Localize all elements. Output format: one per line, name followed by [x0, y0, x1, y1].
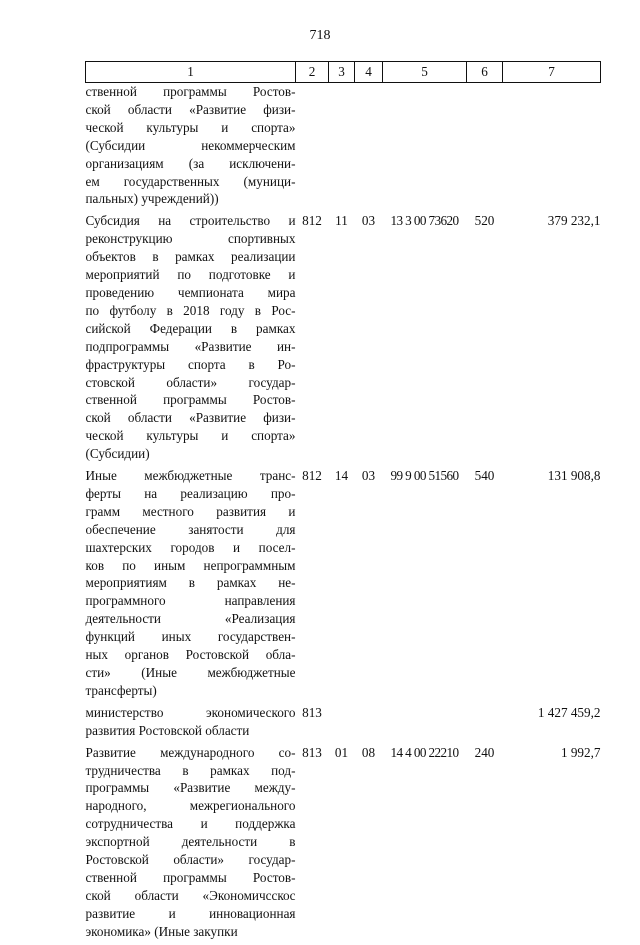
table-body	[86, 83, 601, 945]
column-header: 4	[355, 62, 383, 83]
page-number: 718	[309, 28, 331, 43]
row-name-line: реконструкцию спортивных	[85, 231, 296, 247]
row-vr-cell: 240	[474, 744, 495, 760]
row-ved-cell: 813	[302, 744, 322, 760]
row-name-line: ственной программы Ростов-	[85, 392, 296, 408]
row-vr-cell: 540	[474, 468, 495, 484]
row-name-line: экономика» (Иные закупки	[85, 923, 238, 939]
row-csr-cell: 14 4 00 22210	[390, 744, 459, 760]
row-rz-cell: 01	[334, 744, 349, 760]
row-name-line: мероприятиям в рамках не-	[85, 575, 296, 591]
row-vr-cell	[467, 83, 503, 213]
row-rz-cell	[329, 83, 355, 213]
row-name-cell	[86, 83, 296, 213]
row-name-line: функций иных государствен-	[85, 629, 296, 645]
row-name-line: сийской Федерации в рамках	[85, 320, 296, 336]
row-name-line: мероприятий по подготовке и	[85, 267, 296, 283]
table-row	[86, 212, 601, 467]
row-rz-cell	[329, 704, 355, 744]
row-name-line: организациям (за исключени-	[85, 155, 296, 171]
row-rz-cell: 14	[334, 468, 349, 484]
row-name-line: обеспечение занятости для	[85, 521, 296, 537]
table-header-row	[86, 62, 601, 83]
row-name-line: стовской области» государ-	[85, 374, 296, 390]
row-name-line: ской области «Развитие физи-	[85, 101, 296, 117]
table-row	[86, 744, 601, 945]
row-name-line: (Субсидии)	[85, 446, 150, 462]
row-name-line: ческой культуры и спорта»	[85, 428, 296, 444]
row-ved-cell	[296, 83, 329, 213]
row-name-line: ской области «Экономичсскоc	[85, 887, 296, 903]
row-name-line: ственной программы Ростов-	[85, 869, 296, 885]
row-pr-cell	[355, 83, 383, 213]
row-name-line: объектов в рамках реализации	[85, 249, 296, 265]
table-row	[86, 83, 601, 213]
row-sum-cell: 379 232,1	[547, 213, 601, 229]
row-sum-cell: 1 992,7	[560, 744, 601, 760]
column-header: 7	[503, 62, 601, 83]
row-name-cell	[86, 704, 296, 744]
row-sum-cell: 131 908,8	[547, 468, 601, 484]
row-rz-cell: 11	[335, 213, 348, 229]
row-ved-cell: 812	[302, 468, 322, 484]
row-pr-cell: 03	[361, 213, 376, 229]
row-name-line: сти» (Иные межбюджетные	[85, 665, 296, 680]
row-name-line: грамм местного развития и	[85, 503, 296, 519]
row-name-line: ных органов Ростовской обла-	[85, 647, 296, 663]
row-sum-cell: 1 427 459,2	[537, 704, 601, 720]
row-csr-cell	[383, 83, 467, 213]
row-name-line: по футболу в 2018 году в Рос-	[85, 302, 296, 318]
row-name-line: ем государственных (муници-	[85, 173, 296, 189]
column-header: 2	[296, 62, 329, 83]
row-name-line: программного направления	[85, 593, 296, 609]
row-ved-cell: 812	[302, 213, 322, 229]
row-name-line: Развитие международного со-	[85, 744, 296, 760]
column-header: 6	[467, 62, 503, 83]
column-header: 1	[86, 62, 296, 83]
row-name-line: экспортной деятельности в	[85, 834, 296, 850]
row-name-line: народного, межрегионального	[85, 798, 296, 814]
row-sum-cell	[503, 83, 601, 213]
row-name-line: подпрограммы «Развитие ин-	[85, 338, 296, 354]
row-name-line: программы «Развитие между-	[85, 780, 296, 796]
row-csr-cell	[383, 704, 467, 744]
row-name-line: деятельности «Реализация	[85, 611, 296, 627]
row-name-line: ской области «Развитие физи-	[85, 410, 296, 426]
row-name-cell	[86, 212, 296, 467]
column-header: 3	[329, 62, 355, 83]
row-name-line: Субсидия на строительство и	[85, 213, 296, 229]
row-pr-cell	[355, 704, 383, 744]
row-name-line: Иные межбюджетные транс-	[85, 468, 296, 484]
budget-table	[85, 61, 601, 945]
row-pr-cell: 08	[361, 744, 376, 760]
row-name-line: министерство экономического	[85, 704, 296, 720]
row-pr-cell: 03	[361, 468, 376, 484]
row-name-cell	[86, 467, 296, 704]
row-vr-cell: 520	[474, 213, 495, 229]
row-csr-cell: 99 9 00 51560	[390, 468, 459, 484]
row-name-line: развитие и инновационная	[85, 905, 296, 921]
table-row	[86, 467, 601, 704]
row-name-line: фраструктуры спорта в Ро-	[85, 356, 296, 372]
row-vr-cell	[467, 704, 503, 744]
row-name-line: пальных) учреждений))	[85, 191, 219, 207]
row-name-line: ческой культуры и спорта»	[85, 119, 296, 135]
table-row	[86, 704, 601, 744]
row-name-line: сотрудничества и поддержка	[85, 816, 296, 832]
row-name-line: ферты на реализацию про-	[85, 485, 296, 501]
row-name-line: трансферты)	[85, 682, 157, 698]
row-name-line: трудничества в рамках под-	[85, 762, 296, 778]
row-name-line: (Субсидии некоммерческим	[85, 137, 296, 153]
row-name-line: ков по иным непрограммным	[85, 557, 296, 573]
row-name-line: проведению чемпионата мира	[85, 284, 296, 300]
column-header: 5	[383, 62, 467, 83]
row-csr-cell: 13 3 00 73620	[390, 213, 459, 229]
row-ved-cell: 813	[302, 704, 322, 720]
row-name-line: развития Ростовской области	[85, 722, 250, 738]
row-name-line: ственной программы Ростов-	[85, 84, 296, 99]
row-name-cell	[86, 744, 296, 945]
row-name-line: шахтерских городов и посел-	[85, 539, 296, 555]
row-name-line: Ростовской области» государ-	[85, 852, 296, 868]
